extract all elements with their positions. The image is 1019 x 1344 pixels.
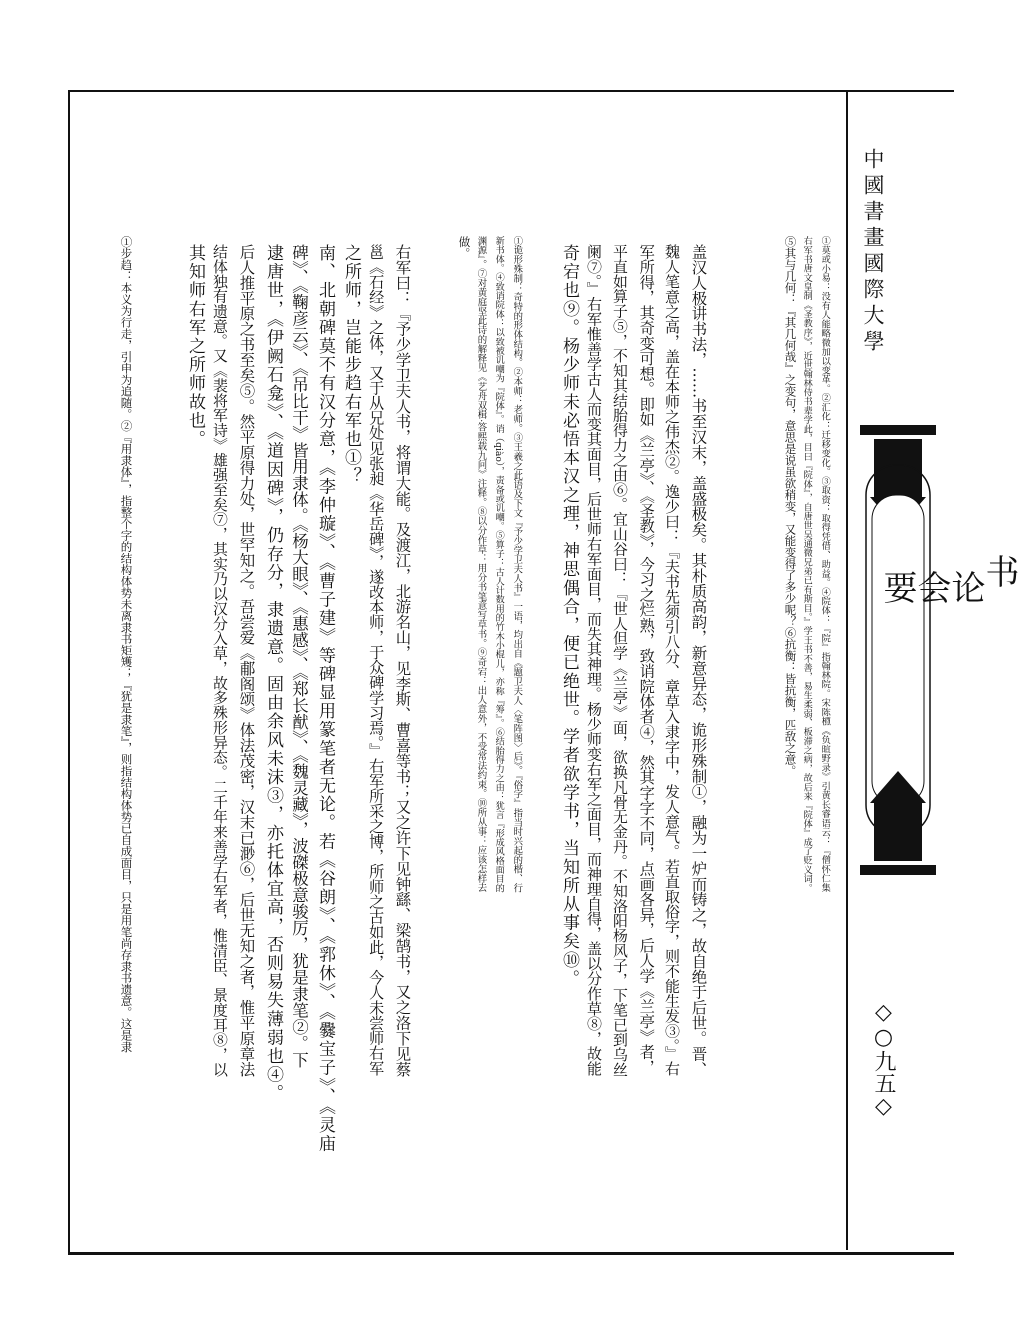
body-line: 军所得，其奇变可想。即如《兰亭》、《圣教》，今习之烂熟，致诮院体者④，然其字字不同，点画各异，后人学《兰亭》者， [637, 244, 656, 1075]
body-line: 邕《石经》之体，又于从兄处见张昶《华岳碑》，遂改本师，于众碑学习焉。』右军所采之博，所师之古如此，今人未尝师右军 [367, 244, 386, 1076]
book-title-char: 书 [979, 554, 1019, 588]
body-line: 逮唐世，《伊阙石龛》、《道因碑》，仍存分，隶遗意。固由余风未沫③，亦托体宜高，否则易失薄弱也④。 [263, 244, 283, 1103]
body-line: 碑》、《鞠彦云》、《吊比干》皆用隶体。《杨大眼》、《惠感》、《郑长猷》、《魏灵藏》，波磔极意骏厉，犹是隶笔②。下 [289, 244, 309, 1068]
body-line: 阑⑦。』右军惟善学古人而变其面目，后世师右军面目，而失其神理。杨少师变右军之面目，而神理自得，盖以分作草⑧，故能 [585, 244, 603, 1076]
footnote-line: 渊源』。⑦对黄庭坚此诗的解释见《艺舟双楫·答熙载九问》注释。⑧以分作草：用分书笔意写草书。⑨奇宕：出人意外，不受常法约束。⑩所从事：应该怎样去 [475, 236, 487, 893]
footnote-line: ⑤其与几何：『其几何哉』之变句，意思是说虽欲稍变，又能变得了多少呢？⑥抗衡：皆抗衡，匹敌之意。 [783, 236, 798, 777]
body-line: 魏人笔意之高，盖在本师之伟杰②。逸少曰：『夫书先须引八分、章草入隶字中，发人意气。若直取俗字，则不能生发③。』右 [663, 244, 681, 1076]
book-title-char: 论 [945, 570, 985, 604]
body-text [180, 244, 740, 1174]
footnote-line: ①步趋：本义为行走，引申为追随。②『用隶体』，指整个字的结构体势未离隶书矩矱；『犹是隶笔』，则指结构体势已自成面目，只是用笔尚存隶书遗意。这是隶 [119, 236, 134, 1053]
body-line: 盖汉人极讲书法，……书至汉末，盖盛极矣。其朴质高韵，新意异态，诡形殊制①，融为一炉而铸之，故自绝于后世。晋、 [689, 244, 708, 1077]
body-line: 后人推平原之书至矣⑤。然平原得力处，世罕知之。吾尝爱《郙阁颂》体法茂密，汉末已渺⑥，后世无知之者，惟平原章法 [237, 244, 256, 1077]
body-line: 奇宕也⑨。杨少师未必悟本汉之理，神思偶合，便已绝世。学者欲学书，当知所从事矣⑩。 [559, 244, 579, 988]
footnote-line: 新书体。④致诮院体：以致被讥嘲为『院体』。诮（qiào），责备或讥嘲。⑤算子：古人计数用的竹木小棍儿，亦称『筹』。⑥结胎得力之由：犹言『形成风格面目的 [493, 236, 505, 893]
body-line: 结体独有遗意。又《裴将军诗》雄强至矣⑦，其实乃以汉分入草，故多殊形异态。二千年来善学右军者，惟清臣、景度耳⑧，以 [210, 244, 229, 1077]
publisher-name: 中國書畫國際大學 [861, 148, 885, 356]
body-line: 南、北朝碑莫不有汉分意，《李仲璇》、《曹子建》等碑显用篆笔者无论。若《谷朗》、《郛休》、《爨宝子》、《灵庙 [315, 244, 335, 1154]
page-number: ◇○九五◇ [871, 1000, 896, 1119]
body-line: 平直如算子⑤，不知其结胎得力之由⑥。宜山谷曰：『世人但学《兰亭》面，欲换凡骨无金丹。不知洛阳杨风子，下笔已到乌丝 [610, 244, 629, 1077]
footnote-line: ①诡形殊制：奇特的形体结构。②本师：老师。③王羲之此语及下文『予少学卫夫人书』一语，均出自《题卫夫人〈笔阵图〉后》。『俗字』指当时兴起的楷、行 [511, 236, 523, 893]
title-emblem [860, 425, 936, 875]
body-line: 之所师，岂能步趋右军也①？ [341, 244, 361, 486]
book-title-char: 会 [911, 570, 951, 604]
book-title [877, 538, 1019, 604]
footnote-line: 做。 [457, 236, 472, 259]
body-line: 其知师右军之所师故也。 [185, 244, 205, 449]
book-title-char: 要 [877, 570, 917, 604]
footnotes-bottom [100, 236, 180, 1176]
footnote-line: 右军书唐文皇制《圣教序》，近世翰林侍书辈学此，目曰『院体』，自唐世吴通微兄弟已有斯目。』学王书不善，易生柔弱、板滞之病，故后来『院体』成了贬义词。 [801, 236, 813, 893]
footnote-line: ①莫或小易：没有人能略微加以变革。②汇化：迁移变化。③取资：取得凭借、助益。④院体：『院』指翰林院。宋陈槱《负暄野录》引黄长睿语云：『僧怀仁集 [819, 236, 831, 893]
body-line: 右军曰：『予少学卫夫人书，将谓大能。及渡江，北游名山，见李斯、曹喜等书；又之许下见钟繇、梁鹄书，又之洛下见蔡 [393, 244, 412, 1077]
